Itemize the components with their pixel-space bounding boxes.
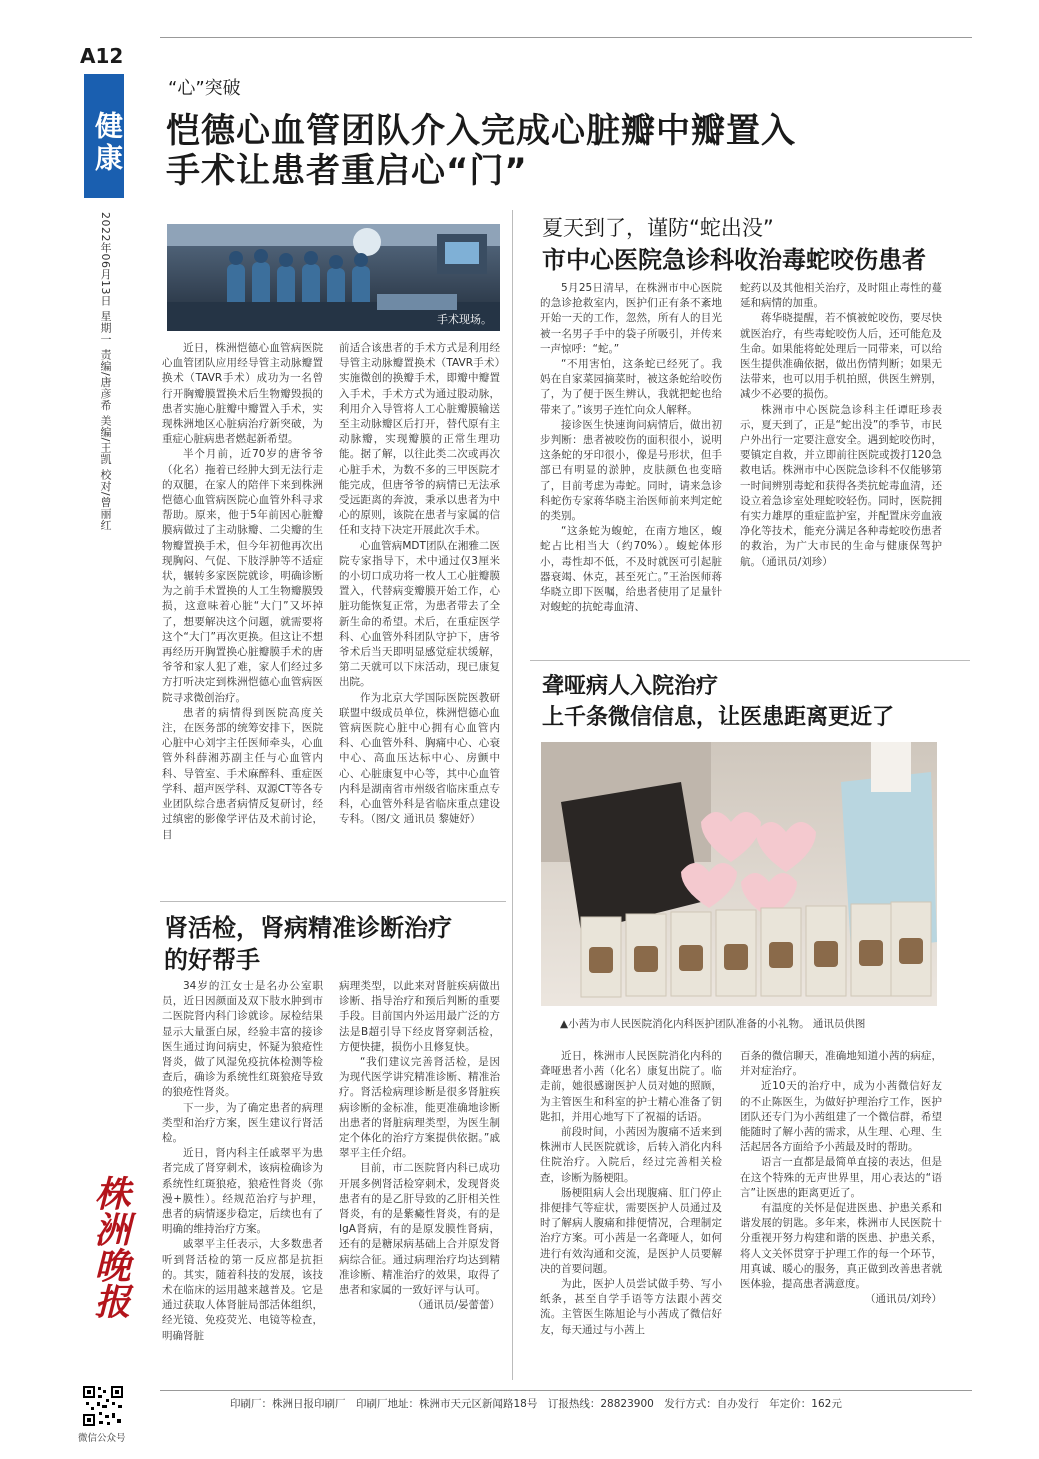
article2-top-rule (160, 901, 506, 902)
paragraph: 心血管病MDT团队在湘雅二医院专家指导下，术中通过仅3厘米的小切口成功将一枚人工心脏瓣膜置入，代替病变瓣膜开始工作，心脏功能恢复正常，为患者带去了全新生命的希望。术后，在重症医学科、心血管外科团队守护下，唐爷爷术后当天即明显感觉症状缓解，第二天就可以下床活动，现已康复出院。 (339, 539, 500, 689)
article1-title-line2: 手术让患者重启心“门” (166, 151, 528, 191)
column-divider (512, 210, 513, 1380)
paragraph: 百条的微信聊天，准确地知道小茜的病症，并对症治疗。 (740, 1050, 942, 1078)
paragraph: 病理类型，以此来对肾脏疾病做出诊断、指导治疗和预后判断的重要手段。目前国内外运用最广泛的方法是B超引导下经皮肾穿刺活检，方便快捷，损伤小且修复快。 (339, 980, 500, 1053)
section-label: 健康 (91, 111, 124, 175)
paragraph: “这条蛇为蝮蛇，在南方地区，蝮蛇占比相当大（约70%）。蝮蛇体形小，毒性却不低，不及时就医可引起脏器衰竭、休克，甚至死亡。”王治医师蒋华晓立即下医嘱，给患者使用了足量针对蝮蛇的抗蛇毒血清、 (540, 525, 722, 614)
article2-title-line1: 肾活检，肾病精准诊断治疗 (164, 914, 452, 942)
article4-signature: （通讯员/刘玲） (864, 1293, 942, 1306)
paragraph: 近日，肾内科主任戚翠平为患者完成了肾穿刺术，该病检确诊为系统性红斑狼疮，狼疮性肾炎（弥漫+膜性）。经规范治疗与护理，患者的病情逐步稳定，后续也有了明确的维持治疗方案。 (162, 1147, 323, 1236)
paragraph: 近日，株洲恺德心血管病医院心血管团队应用经导管主动脉瓣置换术（TAVR手术）成功为一名曾行开胸瓣膜置换术后生物瓣毁损的患者实施心脏瓣中瓣置入手术，实现株洲地区心脏病治疗新突破，为重症心脏病患者燃起新希望。 (162, 342, 323, 446)
gifts-photo-caption: ▲小茜为市人民医院消化内科医护团队准备的小礼物。 通讯员供图 (560, 1018, 866, 1030)
article1-kicker: “心”突破 (168, 78, 241, 99)
article3-title-line2: 市中心医院急诊科收治毒蛇咬伤患者 (542, 246, 926, 274)
article3-title-line1: 夏天到了，谨防“蛇出没” (542, 216, 774, 240)
surgery-photo-caption: 手术现场。 (437, 313, 492, 326)
gifts-photo (541, 742, 937, 1006)
paragraph: “不用害怕，这条蛇已经死了。我妈在自家菜园摘菜时，被这条蛇给咬伤了，为了便于医生辨认，我就把蛇也给带来了。”该男子连忙向众人解释。 (540, 358, 722, 416)
paragraph: 蒋华晓提醒，若不慎被蛇咬伤，要尽快就医治疗，有些毒蛇咬伤人后，还可能危及生命。如果能将蛇处理后一同带来，可以给医生提供准确依据，做出伤情判断；如果无法带来，也可以用手机拍照，供医生辨别，减少不必要的损伤。 (740, 312, 942, 401)
page-number: A12 (80, 44, 124, 68)
article1-col2 (339, 341, 500, 828)
paragraph: “我们建议完善肾活检，是因为现代医学讲究精准诊断、精准治疗。肾活检病理诊断是很多肾脏疾病诊断的金标准，能更准确地诊断出患者的肾脏病理类型，为医生制定个体化的治疗方案提供依据。”戚翠平主任介绍。 (339, 1056, 500, 1160)
surgery-photo (167, 224, 500, 331)
paper-name: 株洲晚报 (89, 1175, 131, 1319)
paragraph: 戚翠平主任表示，大多数患者听到肾活检的第一反应都是抗拒的。其实，随着科技的发展，该技术在临床的运用越来越普及。它是通过获取人体肾脏局部活体组织，经光镜、免疫荧光、电镜等检查，明确肾脏 (162, 1238, 323, 1342)
article2-col1 (162, 979, 323, 1344)
paragraph: 前段时间，小茜因为腹痛不适来到株洲市人民医院就诊，后转入消化内科住院治疗。入院后，经过完善相关检查，诊断为肠梗阻。 (540, 1126, 722, 1184)
paragraph: 下一步，为了确定患者的病理类型和治疗方案，医生建议行肾活检。 (162, 1101, 323, 1145)
paragraph: 语言一直都是最简单直接的表达，但是在这个特殊的无声世界里，用心表达的“语言”让医患的距离更近了。 (740, 1156, 942, 1199)
paragraph: 蛇药以及其他相关治疗，及时阻止毒性的蔓延和病情的加重。 (740, 282, 942, 310)
top-rule (160, 37, 972, 38)
article3-col2 (740, 281, 942, 570)
paragraph: 患者的病情得到医院高度关注，在医务部的统筹安排下，医院心脏中心刘宇主任医师牵头，心血管外科薛湘苏副主任与心血管内科、导管室、手术麻醉科、重症医学科、超声医学科、双源CT等各专业团队综合患者病情反复研讨，经过缜密的影像学评估及术前讨论，目 (162, 706, 323, 841)
paragraph: 前适合该患者的手术方式是利用经导管主动脉瓣置换术（TAVR手术）实施微创的换瓣手术，即瓣中瓣置入手术，手术方式为通过股动脉，利用介入导管将人工心脏瓣膜输送至主动脉瓣区后打开，替代原有主动脉瓣，实现瓣膜的正常生理功能。据了解，以往此类二次或再次心脏手术，为数不多的三甲医院才能完成，但唐爷爷的病情已无法承受远距离的奔波，秉承以患者为中心的原则，该院在患者与家属的信任和支持下决定开展此次手术。 (339, 342, 500, 537)
paragraph: 5月25日清早，在株洲市中心医院的急诊抢救室内，医护们正有条不紊地开始一天的工作，忽然，所有人的目光被一名男子手中的袋子所吸引，并传来一声惊呼：“蛇。” (540, 282, 722, 355)
paragraph: 株洲市中心医院急诊科主任谭旺珍表示，夏天到了，正是“蛇出没”的季节，市民户外出行一定要注意安全。遇到蛇咬伤时，要镇定自救，并立即前往医院或拨打120急救电话。株洲市中心医院急诊科不仅能够第一时间辨别毒蛇和获得各类抗蛇毒血清，还设立着急诊室处理蛇咬轻伤。同时，医院拥有实力雄厚的重症监护室，并配置床旁血液净化等技术，能充分满足各种毒蛇咬伤患者的救治，为广大市民的生命与健康保驾护航。（通讯员/刘珍） (740, 403, 942, 568)
qr-code (82, 1385, 124, 1427)
paragraph: 近10天的治疗中，成为小茜微信好友的不止陈医生，为做好护理治疗工作，医护团队还专门为小茜组建了一个微信群，希望能随时了解小茜的需求，从生理、心理、生活起居各方面给予小茜最及时的帮助。 (740, 1080, 942, 1154)
paragraph: 接诊医生快速询问病情后，做出初步判断：患者被咬伤的面积很小，说明这条蛇的牙印很小，像是号形状，但手部已有明显的淤肿，皮肤颜色也变暗了，目前考虑为毒蛇。同时，请来急诊科蛇伤专家蒋华晓主治医师前来判定蛇的类别。 (540, 418, 722, 523)
article4-col2 (740, 1049, 942, 1307)
article3-col1 (540, 281, 722, 615)
article4-top-rule (530, 660, 970, 661)
date-line: 2022年06月13日 星期一 责编/唐彦希 美编/王凯 校对/曾丽红 (99, 212, 112, 531)
paragraph: 作为北京大学国际医院医教研联盟中级成员单位，株洲恺德心血管病医院心脏中心拥有心血管内科、心血管外科、胸痛中心、心衰中心、高血压达标中心、房颤中心、心脏康复中心等，其中心血管内科是湖南省市州级省临床重点专科，心血管外科是省临床重点建设专科。（图/文 通讯员 黎婕妤） (339, 691, 500, 826)
paragraph: 肠梗阻病人会出现腹痛、肛门停止排便排气等症状，需要医护人员通过及时了解病人腹痛和排便情况，合理制定治疗方案。可小茜是一名聋哑人，如何进行有效沟通和交流，是医护人员要解决的首要问题。 (540, 1186, 722, 1275)
article4-col1 (540, 1049, 722, 1338)
article1-col1 (162, 341, 323, 843)
article2-title-line2: 的好帮手 (164, 946, 260, 974)
article4-title-line1: 聋哑病人入院治疗 (542, 674, 719, 699)
paragraph: 34岁的江女士是名办公室职员，近日因颜面及双下肢水肿到市二医院肾内科门诊就诊。尿检结果显示大量蛋白尿，经验丰富的接诊医生通过询问病史，怀疑为狼疮性肾炎，做了风湿免疫抗体检测等检查后，确诊为系统性红斑狼疮导致的狼疮性肾炎。 (162, 980, 323, 1099)
qr-caption: 微信公众号 (78, 1433, 126, 1444)
footer-text: 印刷厂：株洲日报印刷厂 印刷厂地址：株洲市天元区新闻路18号 订报热线：28823900 发行方式：自办发行 年定价：162元 (230, 1398, 842, 1410)
article2-signature: （通讯员/晏蕾蕾） (412, 1299, 500, 1312)
paragraph: 目前，市二医院肾内科已成功开展多例肾活检穿刺术，发现肾炎患者有的是乙肝导致的乙肝相关性肾炎，有的是紫癜性肾炎，有的是IgA肾病，有的是原发膜性肾病，还有的是糖尿病基础上合并原发肾病综合征。通过病理治疗均达到精准诊断、精准治疗的效果，取得了患者和家属的一致好评与认可。 (339, 1162, 500, 1297)
article1-title-line1: 恺德心血管团队介入完成心脏瓣中瓣置入 (166, 111, 796, 151)
article4-title-line2: 上千条微信信息，让医患距离更近了 (542, 705, 895, 730)
article2-col2 (339, 979, 500, 1313)
paragraph: 半个月前，近70岁的唐爷爷（化名）拖着已经肿大到无法行走的双腿，在家人的陪伴下来到株洲恺德心血管病医院心血管外科寻求帮助。原来，他于5年前因心脏瓣膜病做过了主动脉瓣、二尖瓣的生物瓣置换手术，但今年初他再次出现胸闷、气促、下肢浮肿等不适症状，辗转多家医院就诊，明确诊断为之前手术置换的人工生物瓣膜毁损，这意味着心脏“大门”又坏掉了，想要解决这个问题，就需要将这个“大门”再次更换。但这让不想再经历开胸置换心脏瓣膜手术的唐爷爷和家人犯了难，家人们经过多方打听决定到株洲恺德心血管病医院寻求微创治疗。 (162, 448, 323, 704)
section-badge (84, 74, 124, 198)
paragraph: 有温度的关怀是促进医患、护患关系和谐发展的钥匙。多年来，株洲市人民医院十分重视开努力构建和谐的医患、护患关系，将人文关怀贯穿于护理工作的每一个环节，用真诚、暖心的服务，真正做到改善患者就医体验，提高患者满意度。 (740, 1202, 942, 1291)
paragraph: 为此，医护人员尝试做手势、写小纸条，甚至自学手语等方法跟小茜交流。主管医生陈旭论与小茜成了微信好友，每天通过与小茜上 (540, 1278, 722, 1336)
paragraph: 近日，株洲市人民医院消化内科的聋哑患者小茜（化名）康复出院了。临走前，她很感谢医护人员对她的照顾，为主管医生和科室的护士精心准备了钥匙扣，并用心地写下了祝福的话语。 (540, 1050, 722, 1123)
footer-rule (160, 1390, 972, 1391)
